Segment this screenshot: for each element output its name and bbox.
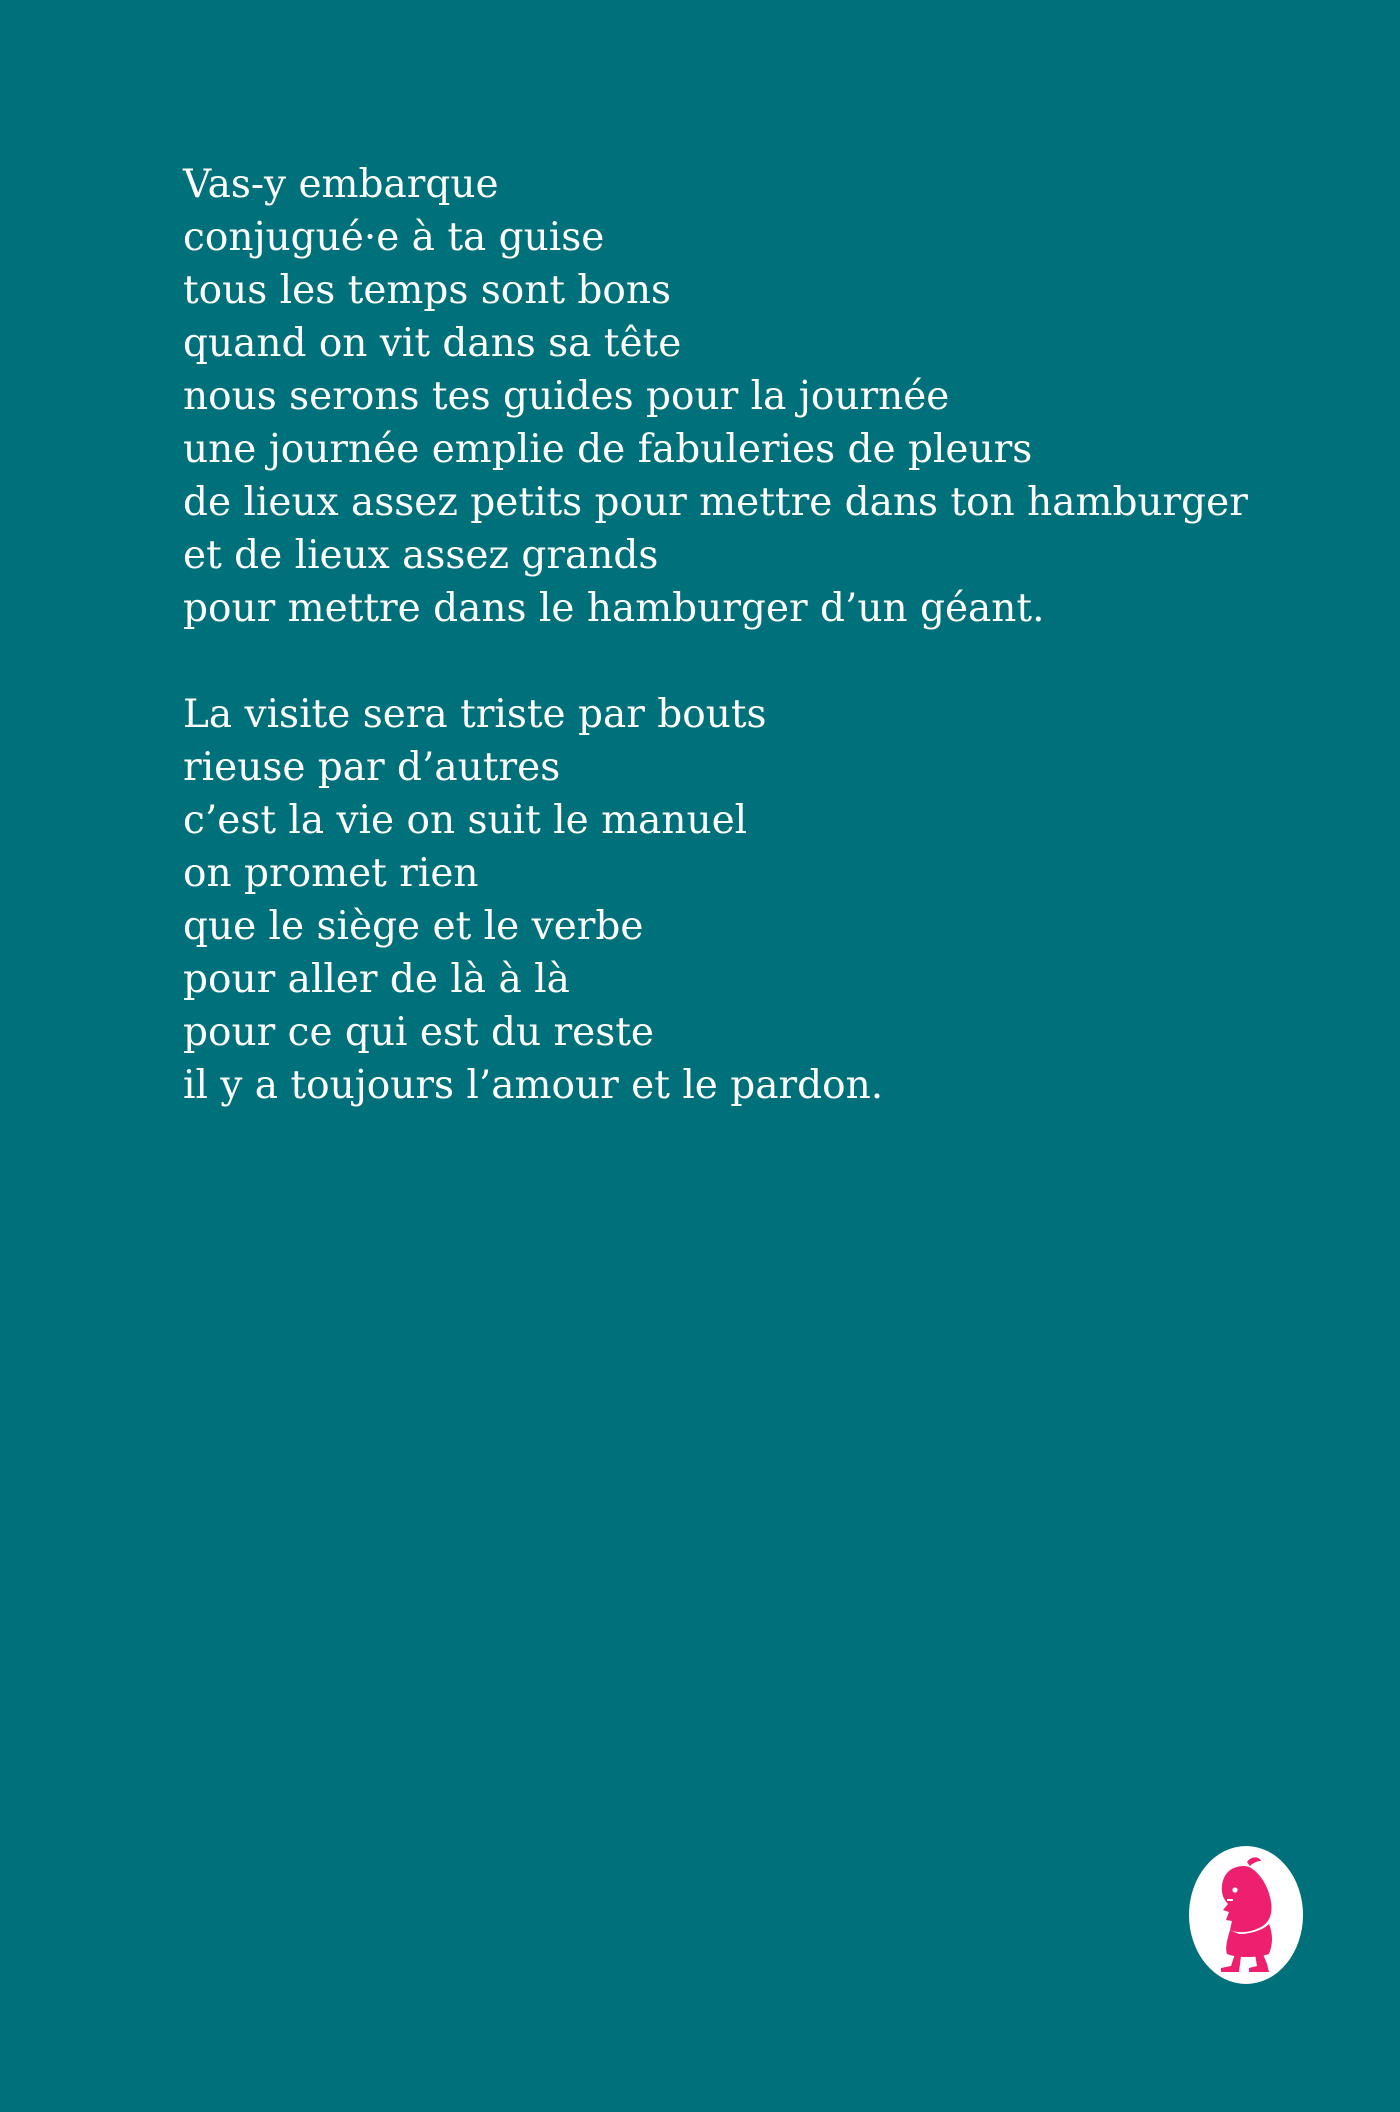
poem-line: pour ce qui est du reste — [183, 1010, 655, 1055]
poem-line: quand on vit dans sa tête — [183, 321, 682, 366]
poem-line: que le siège et le verbe — [183, 904, 644, 949]
poem-line: conjugué·e à ta guise — [183, 215, 605, 260]
hooded-figure-logo-icon — [1187, 1844, 1305, 1986]
poem-line: pour aller de là à là — [183, 957, 570, 1002]
publisher-logo — [1187, 1844, 1305, 1986]
poem-line: on promet rien — [183, 851, 479, 896]
poem-line: Vas-y embarque — [183, 162, 499, 207]
poem-line: c’est la vie on suit le manuel — [183, 798, 748, 843]
stanza-2 — [183, 688, 1283, 1112]
poem — [183, 158, 1283, 1112]
poem-line: une journée emplie de fabuleries de pleurs — [183, 427, 1033, 472]
poem-line: pour mettre dans le hamburger d’un géant. — [183, 586, 1045, 631]
poem-line: de lieux assez petits pour mettre dans ton hamburger — [183, 480, 1248, 525]
stanza-1 — [183, 158, 1283, 635]
poem-line: il y a toujours l’amour et le pardon. — [183, 1063, 884, 1108]
poem-line: rieuse par d’autres — [183, 745, 561, 790]
poem-line: nous serons tes guides pour la journée — [183, 374, 950, 419]
poem-line: tous les temps sont bons — [183, 268, 672, 313]
poem-line: La visite sera triste par bouts — [183, 692, 767, 737]
poem-line: et de lieux assez grands — [183, 533, 659, 578]
